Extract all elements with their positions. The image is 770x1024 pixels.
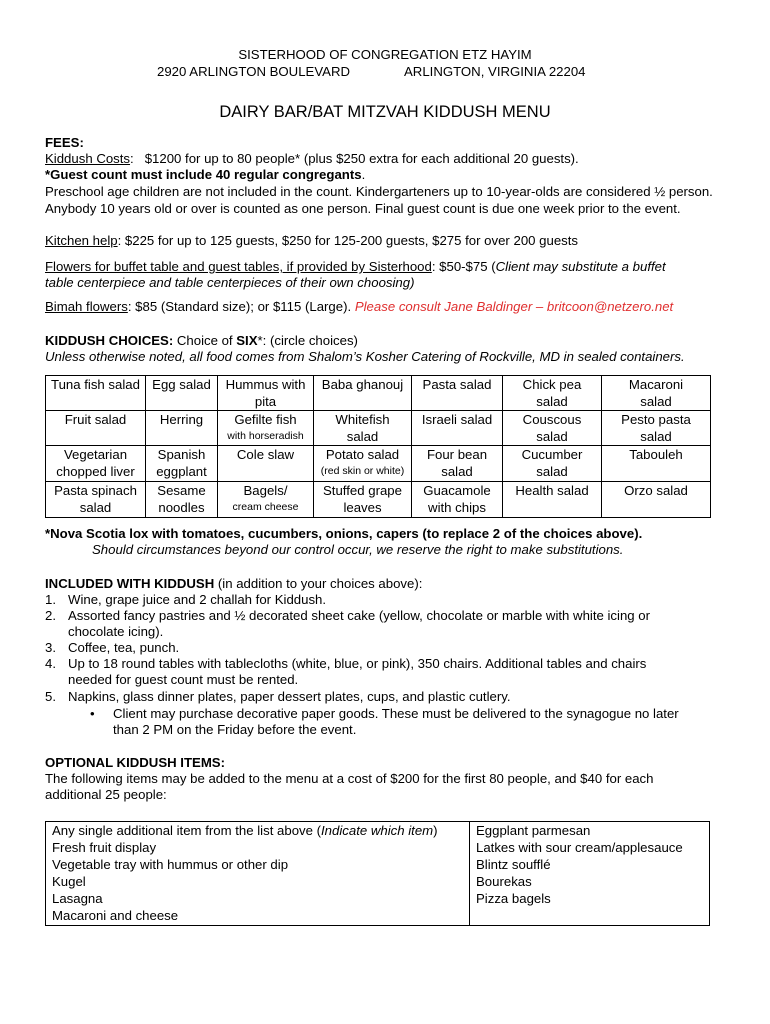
page-title: DAIRY BAR/BAT MITZVAH KIDDUSH MENU bbox=[219, 103, 551, 121]
optional-heading: OPTIONAL KIDDUSH ITEMS: bbox=[45, 755, 225, 770]
list-item: Wine, grape juice and 2 challah for Kiddush. bbox=[68, 592, 327, 607]
guest-count-note bbox=[45, 167, 365, 183]
table-cell: Chick pea salad bbox=[503, 376, 602, 411]
table-cell: Fruit salad bbox=[46, 411, 146, 446]
list-item: Blintz soufflé bbox=[476, 857, 551, 872]
table-cell: Gefilte fish with horseradish bbox=[218, 411, 314, 446]
org-name: SISTERHOOD OF CONGREGATION ETZ HAYIM bbox=[238, 47, 532, 62]
table-row bbox=[46, 446, 711, 482]
catering-note: Unless otherwise noted, all food comes from Shalom’s Kosher Catering of Rockville, MD in sealed containers. bbox=[45, 349, 685, 364]
included-heading: INCLUDED WITH KIDDUSH bbox=[45, 576, 215, 591]
preschool-note: Preschool age children are not included in the count. Kindergarteners up to 10-year-olds are considered ½ person. bbox=[45, 184, 713, 199]
table-row bbox=[46, 482, 711, 518]
optional-right-column bbox=[470, 822, 710, 926]
nova-scotia-note: *Nova Scotia lox with tomatoes, cucumbers, onions, capers (to replace 2 of the choices above). bbox=[45, 526, 643, 541]
kitchen-help-line bbox=[45, 233, 578, 249]
table-cell: Macaroni salad bbox=[602, 376, 711, 411]
list-item-continued: needed for guest count must be rented. bbox=[68, 672, 299, 687]
guest-count-note-period: . bbox=[361, 167, 366, 182]
choices-choice-of: Choice of bbox=[173, 333, 237, 348]
choices-heading-line bbox=[45, 333, 358, 349]
table-cell: Guacamole with chips bbox=[412, 482, 503, 518]
paper-goods-note-continued: than 2 PM on the Friday before the event. bbox=[113, 722, 357, 737]
list-item: Latkes with sour cream/applesauce bbox=[476, 840, 683, 855]
kiddush-costs-label: Kiddush Costs bbox=[45, 151, 131, 166]
substitution-note: Should circumstances beyond our control occur, we reserve the right to make substitutions. bbox=[92, 542, 624, 557]
table-cell: Health salad bbox=[503, 482, 602, 518]
list-item-number: 5. bbox=[45, 689, 56, 704]
list-item-number: 2. bbox=[45, 608, 56, 623]
table-row bbox=[46, 411, 711, 446]
table-cell: Tabouleh bbox=[602, 446, 711, 482]
list-item: Napkins, glass dinner plates, paper dessert plates, cups, and plastic cutlery. bbox=[68, 689, 511, 704]
choices-six: SIX bbox=[236, 333, 258, 348]
included-heading-note: (in addition to your choices above): bbox=[214, 576, 423, 591]
flowers-italic-2: table centerpiece and table centerpieces of their own choosing) bbox=[45, 275, 415, 290]
table-cell: Hummus with pita bbox=[218, 376, 314, 411]
optional-intro-2: additional 25 people: bbox=[45, 787, 167, 802]
table-cell: Whitefish salad bbox=[314, 411, 412, 446]
table-cell: Cole slaw bbox=[218, 446, 314, 482]
table-cell: Baba ghanouj bbox=[314, 376, 412, 411]
bimah-contact: Please consult Jane Baldinger – britcoon@netzero.net bbox=[354, 299, 674, 314]
table-cell: Four bean salad bbox=[412, 446, 503, 482]
table-cell: Stuffed grape leaves bbox=[314, 482, 412, 518]
bullet-icon: • bbox=[90, 706, 95, 721]
table-cell: Couscous salad bbox=[503, 411, 602, 446]
table-cell: Israeli salad bbox=[412, 411, 503, 446]
anybody-note: Anybody 10 years old or over is counted as one person. Final guest count is due one week prior to the event. bbox=[45, 201, 681, 216]
guest-count-note-bold: *Guest count must include 40 regular congregants bbox=[45, 167, 362, 182]
list-item-number: 4. bbox=[45, 656, 56, 671]
list-item: Eggplant parmesan bbox=[476, 823, 591, 838]
list-item: Macaroni and cheese bbox=[52, 908, 179, 923]
bimah-label: Bimah flowers bbox=[45, 299, 128, 314]
list-item: Fresh fruit display bbox=[52, 840, 157, 855]
flowers-line bbox=[45, 259, 666, 275]
choices-table bbox=[45, 375, 711, 518]
optional-items-table bbox=[45, 821, 710, 926]
table-cell: Vegetarian chopped liver bbox=[46, 446, 146, 482]
table-cell: Pesto pasta salad bbox=[602, 411, 711, 446]
choices-circle: *: (circle choices) bbox=[257, 333, 358, 348]
paper-goods-note: Client may purchase decorative paper goods. These must be delivered to the synagogue no later bbox=[113, 706, 679, 721]
optional-left-column bbox=[46, 822, 470, 926]
table-cell: Bagels/ cream cheese bbox=[218, 482, 314, 518]
list-item: Kugel bbox=[52, 874, 86, 889]
table-row bbox=[46, 376, 711, 411]
kitchen-help-text: : $225 for up to 125 guests, $250 for 125-200 guests, $275 for over 200 guests bbox=[117, 233, 579, 248]
list-item-number: 3. bbox=[45, 640, 56, 655]
table-cell: Potato salad (red skin or white) bbox=[314, 446, 412, 482]
list-item: Vegetable tray with hummus or other dip bbox=[52, 857, 289, 872]
kiddush-costs-text: $1200 for up to 80 people* (plus $250 extra for each additional 20 guests). bbox=[144, 151, 579, 166]
kiddush-costs-line bbox=[45, 151, 579, 167]
flowers-italic-1: Client may substitute a buffet bbox=[495, 259, 666, 274]
list-item: Any single additional item from the list above (Indicate which item) bbox=[52, 823, 438, 838]
table-row bbox=[46, 822, 710, 926]
table-cell: Tuna fish salad bbox=[46, 376, 146, 411]
street-address: 2920 ARLINGTON BOULEVARD bbox=[157, 64, 351, 79]
list-item-number: 1. bbox=[45, 592, 56, 607]
flowers-label: Flowers for buffet table and guest tables, if provided by Sisterhood bbox=[45, 259, 432, 274]
table-cell: Orzo salad bbox=[602, 482, 711, 518]
bimah-line bbox=[45, 299, 673, 315]
choices-heading: KIDDUSH CHOICES: bbox=[45, 333, 174, 348]
table-cell: Pasta salad bbox=[412, 376, 503, 411]
fees-heading: FEES: bbox=[45, 135, 84, 150]
kitchen-help-label: Kitchen help bbox=[45, 233, 118, 248]
list-item: Coffee, tea, punch. bbox=[68, 640, 180, 655]
table-cell: Egg salad bbox=[146, 376, 218, 411]
table-cell: Spanish eggplant bbox=[146, 446, 218, 482]
table-cell: Cucumber salad bbox=[503, 446, 602, 482]
list-item: Up to 18 round tables with tablecloths (white, blue, or pink), 350 chairs. Additional tables and chairs bbox=[68, 656, 647, 671]
list-item: Bourekas bbox=[476, 874, 532, 889]
bimah-text: : $85 (Standard size); or $115 (Large). bbox=[127, 299, 355, 314]
included-heading-line bbox=[45, 576, 422, 592]
city-address: ARLINGTON, VIRGINIA 22204 bbox=[404, 64, 586, 79]
flowers-text: : $50-$75 ( bbox=[431, 259, 496, 274]
optional-intro-1: The following items may be added to the menu at a cost of $200 for the first 80 people, and $40 for each bbox=[45, 771, 654, 786]
list-item: Pizza bagels bbox=[476, 891, 551, 906]
list-item: Lasagna bbox=[52, 891, 103, 906]
kiddush-costs-colon: : bbox=[130, 151, 134, 166]
table-cell: Pasta spinach salad bbox=[46, 482, 146, 518]
list-item-continued: chocolate icing). bbox=[68, 624, 164, 639]
table-cell: Sesame noodles bbox=[146, 482, 218, 518]
list-item: Assorted fancy pastries and ½ decorated sheet cake (yellow, chocolate or marble with white icing or bbox=[68, 608, 651, 623]
table-cell: Herring bbox=[146, 411, 218, 446]
